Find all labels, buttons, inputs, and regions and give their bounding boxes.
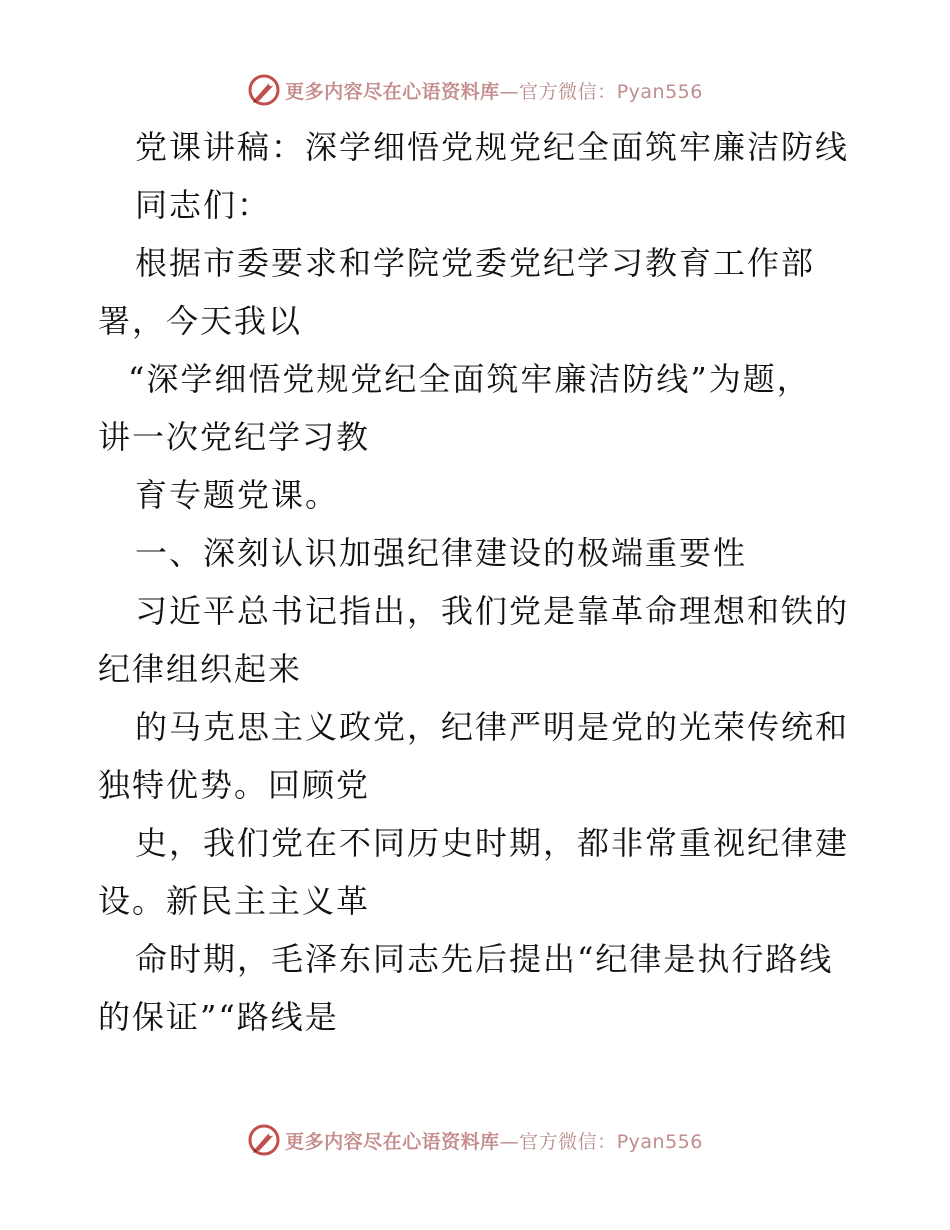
header-banner <box>0 70 950 110</box>
footer-wechat-label: 官方微信： <box>519 1130 617 1153</box>
header-site-text: 更多内容尽在心语资料库 <box>285 80 500 103</box>
header-wechat-id: Pyan556 <box>616 80 703 103</box>
paragraph-line: 命时期，毛泽东同志先后提出“纪律是执行路线 <box>135 940 834 978</box>
paragraph-line: 设。新民主主义革 <box>98 882 371 920</box>
paragraph-line: 纪律组织起来 <box>98 650 303 688</box>
paragraph-line: 史，我们党在不同历史时期，都非常重视纪律建 <box>135 824 850 862</box>
section-heading: 一、深刻认识加强纪律建设的极端重要性 <box>135 534 748 572</box>
pen-logo-icon <box>247 73 281 107</box>
salutation: 同志们： <box>135 186 272 224</box>
paragraph-line: “深学细悟党规党纪全面筑牢廉洁防线”为题， <box>128 360 811 398</box>
paragraph-line: 的马克思主义政党，纪律严明是党的光荣传统和 <box>135 708 850 746</box>
paragraph-line: 习近平总书记指出，我们党是靠革命理想和铁的 <box>135 592 850 630</box>
paragraph-line: 的保证”“路线是 <box>98 998 339 1036</box>
footer-wechat-id: Pyan556 <box>616 1130 703 1153</box>
paragraph-line: 育专题党课。 <box>135 476 340 514</box>
document-title: 党课讲稿：深学细悟党规党纪全面筑牢廉洁防线 <box>135 128 850 166</box>
footer-site-text: 更多内容尽在心语资料库 <box>285 1130 500 1153</box>
footer-dash: — <box>499 1130 520 1153</box>
paragraph-line: 独特优势。回顾党 <box>98 766 371 804</box>
paragraph-line: 讲一次党纪学习教 <box>98 418 371 456</box>
header-wechat-label: 官方微信： <box>519 80 617 103</box>
footer-banner <box>0 1120 950 1160</box>
footer-banner-text <box>285 1127 703 1154</box>
paragraph-line: 根据市委要求和学院党委党纪学习教育工作部 <box>135 244 816 282</box>
header-banner-text <box>285 77 703 104</box>
pen-logo-icon <box>247 1123 281 1157</box>
header-dash: — <box>499 80 520 103</box>
paragraph-line: 署，今天我以 <box>98 302 303 340</box>
